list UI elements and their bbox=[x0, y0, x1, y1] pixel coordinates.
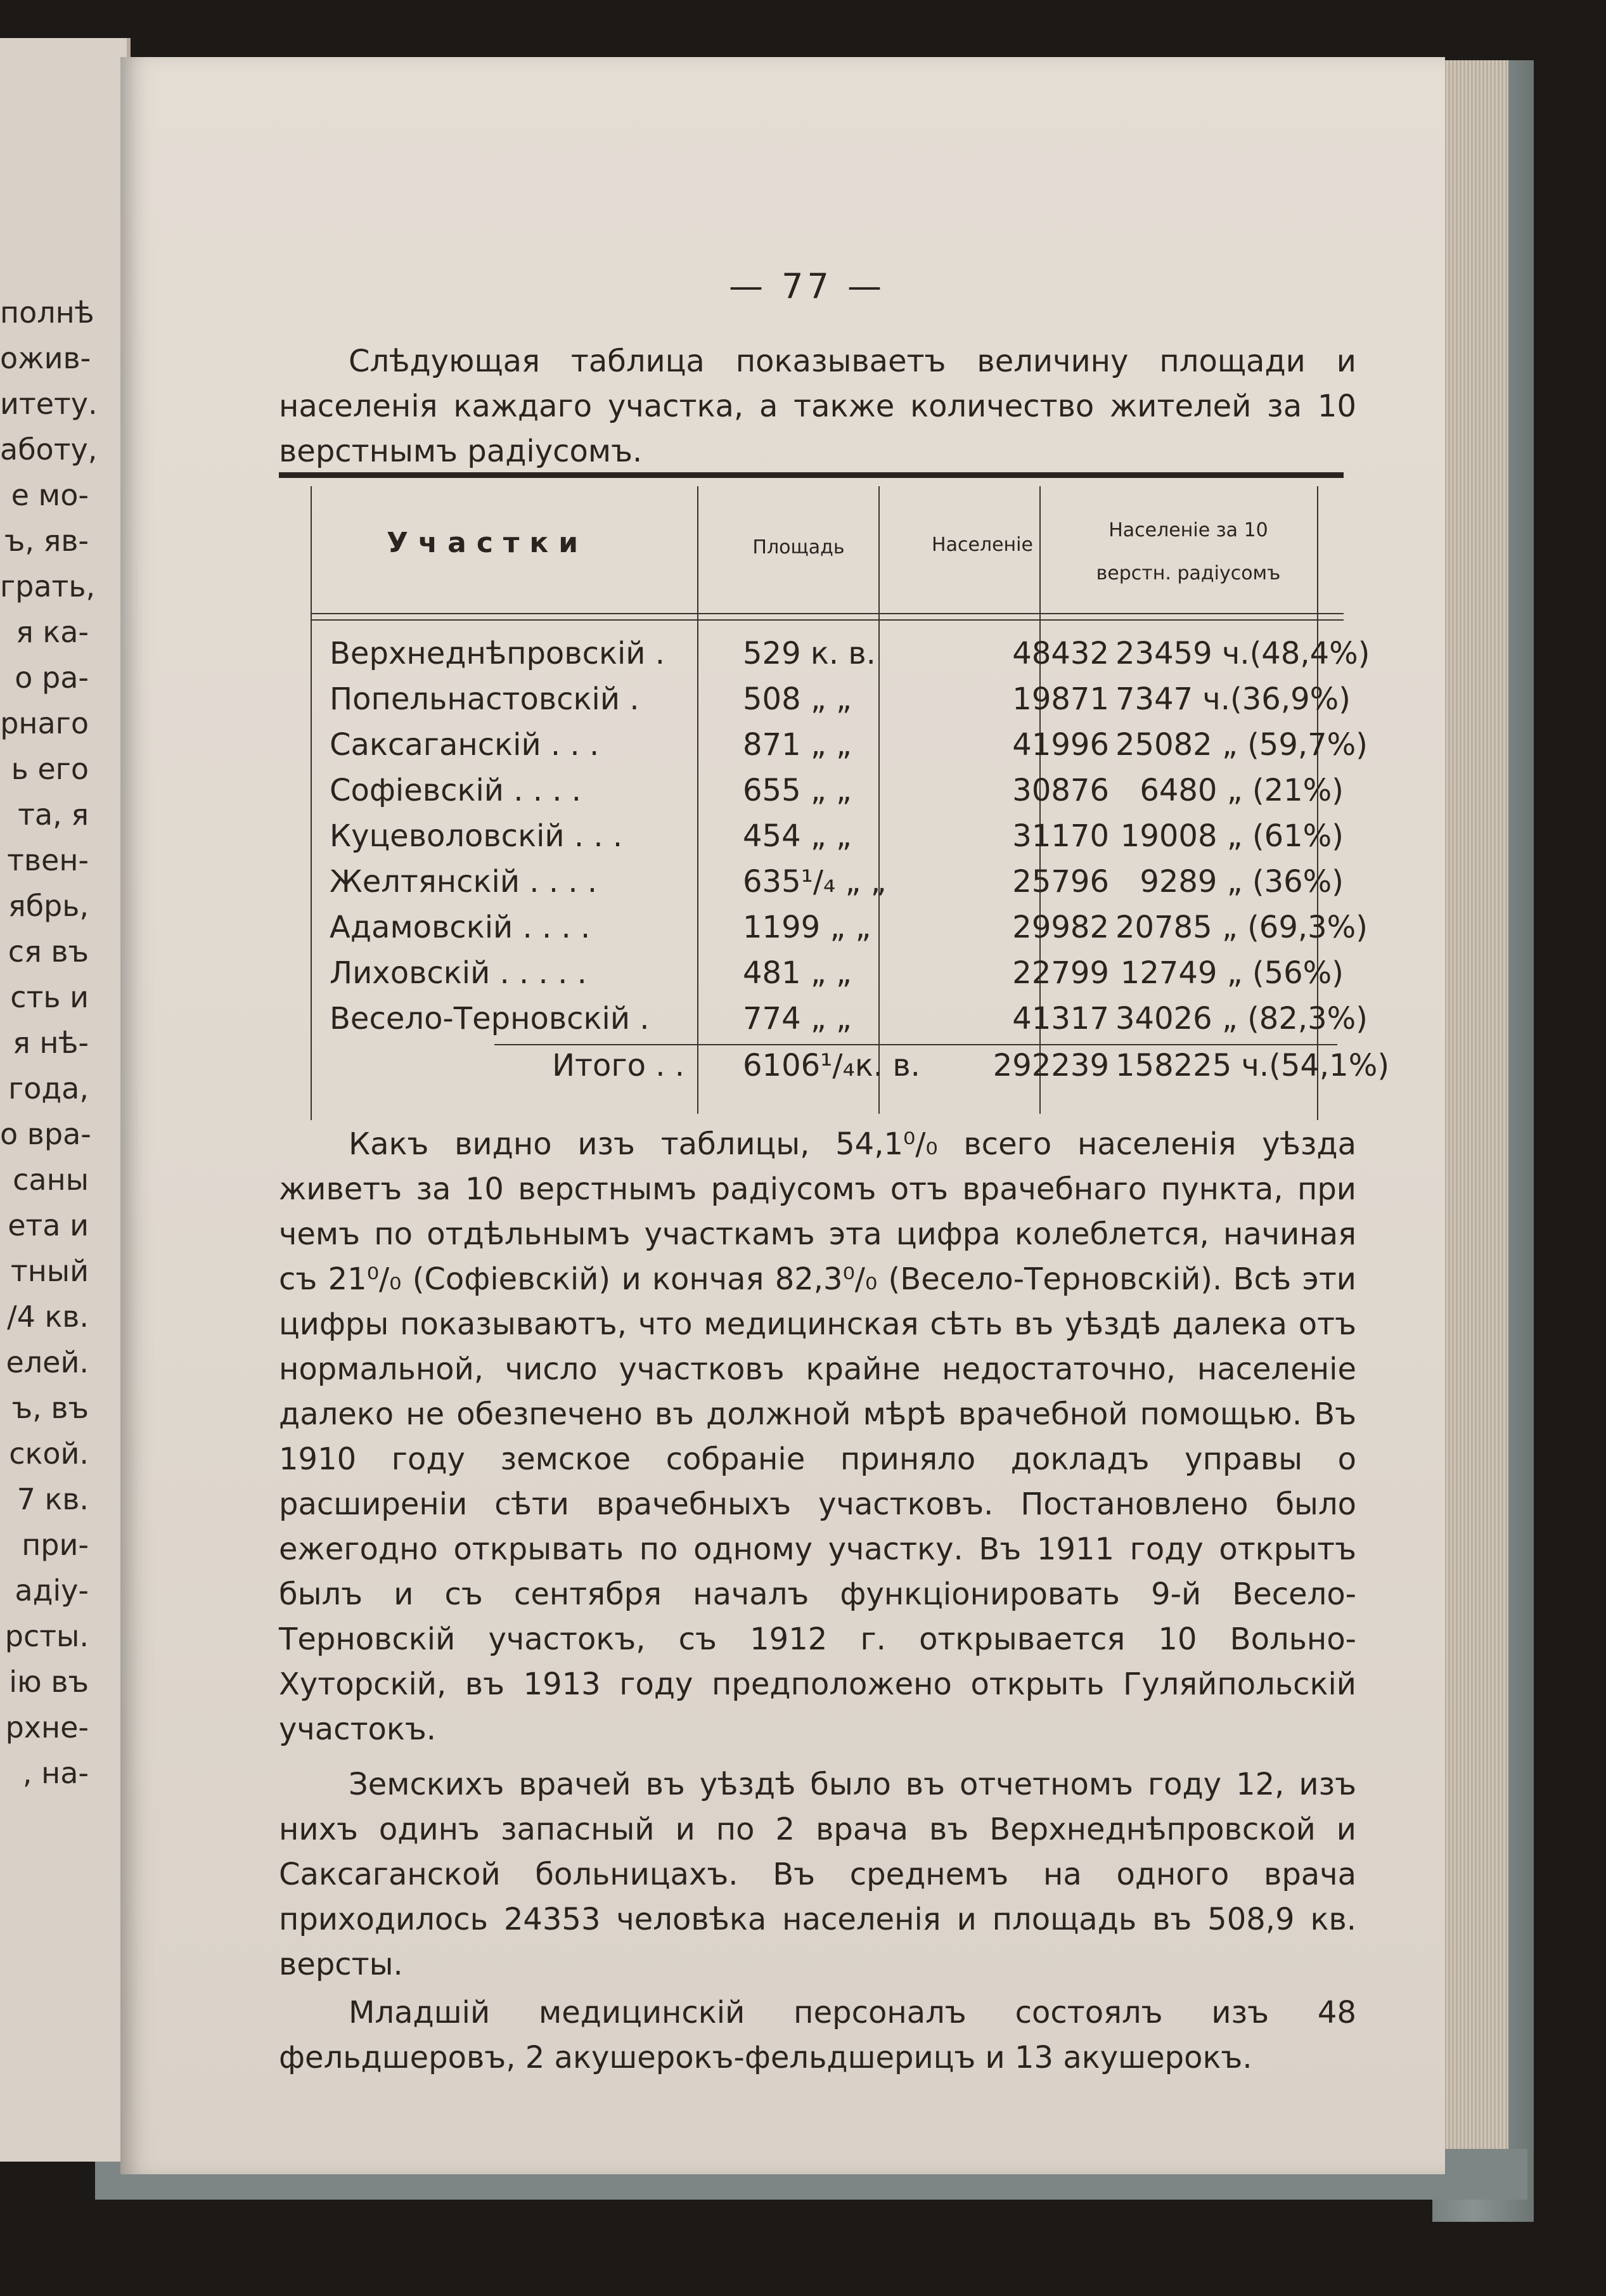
previous-page-line: 7 кв. bbox=[16, 1482, 89, 1516]
previous-page-line: ъ, яв- bbox=[4, 524, 89, 558]
total-area: 6106¹/₄к. в. bbox=[743, 1048, 920, 1083]
analysis-paragraph: Какъ видно изъ таблицы, 54,1⁰/₀ всего населенія уѣзда живетъ за 10 верстнымъ радіусомъ отъ врачебнаго пункта, при чемъ по отдѣльнымъ участкамъ эта цифра колеблется, начиная съ 21⁰/₀ (Софіевскій) и кончая 82,3⁰/₀ (Весело-Терновскій). Всѣ эти цифры показываютъ, что медицинская сѣть въ уѣздѣ далека отъ нормальной, число участковъ крайне недостаточно, населеніе далеко не обезпечено въ должной мѣрѣ врачебной помощью. Въ 1910 году земское собраніе приняло докладъ управы о расширеніи сѣти врачебныхъ участковъ. Постановлено было ежегодно открывать по одному участку. Въ 1911 году открытъ былъ и съ сентября началъ функціонировать 9-й Весело-Терновскій участокъ, съ 1912 г. открывается 10 Вольно-Хуторскій, въ 1913 году предположено открыть Гуляйпольскій участокъ. bbox=[279, 1126, 1356, 1747]
header-rule bbox=[311, 619, 1344, 621]
previous-page-line: та, я bbox=[18, 797, 89, 832]
previous-page-line: аботу, bbox=[0, 432, 98, 467]
header-rule bbox=[311, 613, 1344, 614]
district-population: 48432 bbox=[1012, 636, 1109, 671]
previous-page-line: , на- bbox=[22, 1756, 89, 1790]
total-label: Итого . . bbox=[552, 1048, 684, 1083]
district-radius: 19008 „ (61%) bbox=[1120, 818, 1344, 854]
header-districts: Участки bbox=[387, 527, 589, 559]
previous-page-line: я ка- bbox=[16, 615, 89, 649]
district-area: 529 к. в. bbox=[743, 636, 876, 671]
table-row bbox=[330, 905, 1368, 950]
header-population: Населеніе bbox=[932, 534, 1033, 556]
district-radius: 23459 ч.(48,4%) bbox=[1115, 636, 1370, 671]
header-area: Площадь bbox=[752, 536, 845, 558]
previous-page-line: твен- bbox=[7, 843, 89, 877]
district-area: 871 „ „ bbox=[743, 727, 852, 763]
previous-page-line: саны bbox=[13, 1163, 89, 1197]
district-population: 19871 bbox=[1012, 681, 1109, 717]
table-row bbox=[330, 859, 1344, 905]
previous-page-line: ябрь, bbox=[8, 889, 89, 923]
previous-page-fragment bbox=[0, 38, 131, 2162]
district-name: Адамовскій . . . . bbox=[330, 910, 591, 945]
previous-page-line: ь его bbox=[11, 752, 89, 786]
district-radius: 12749 „ (56%) bbox=[1120, 955, 1344, 991]
previous-page-line: рнаго bbox=[0, 706, 89, 740]
table-row bbox=[330, 631, 1370, 676]
doctors-paragraph: Земскихъ врачей въ уѣздѣ было въ отчетномъ году 12, изъ нихъ одинъ запасный и по 2 врача въ Верхнеднѣпровской и Саксаганской больницахъ. Въ среднемъ на одного врача приходилось 24353 человѣка населенія и площадь въ 508,9 кв. версты. bbox=[279, 1767, 1356, 1982]
table-row bbox=[330, 813, 1344, 859]
previous-page-line: ожив- bbox=[0, 341, 91, 375]
district-name: Желтянскій . . . . bbox=[330, 864, 598, 900]
intro-paragraph: Слѣдующая таблица показываетъ величину площади и населенія каждаго участка, а также количество жителей за 10 верстнымъ радіусомъ. bbox=[279, 344, 1356, 469]
district-name: Попельнастовскій . bbox=[330, 681, 639, 717]
district-area: 774 „ „ bbox=[743, 1001, 852, 1036]
previous-page-line: рсты. bbox=[4, 1619, 89, 1653]
district-area: 635¹/₄ „ „ bbox=[743, 864, 887, 900]
district-radius: 9289 „ (36%) bbox=[1140, 864, 1344, 900]
previous-page-line: елей. bbox=[6, 1345, 89, 1379]
district-name: Куцеволовскій . . . bbox=[330, 818, 623, 854]
page-edges bbox=[1439, 60, 1508, 2168]
table-total-row bbox=[330, 1043, 1390, 1088]
district-radius: 34026 „ (82,3%) bbox=[1115, 1001, 1368, 1036]
district-area: 655 „ „ bbox=[743, 773, 852, 808]
previous-page-line: полнѣ bbox=[0, 295, 94, 330]
district-population: 22799 bbox=[1012, 955, 1109, 991]
district-name: Саксаганскій . . . bbox=[330, 727, 600, 763]
previous-page-line: ъ, въ bbox=[11, 1391, 89, 1425]
previous-page-line: сть и bbox=[10, 980, 89, 1014]
staff-paragraph: Младшій медицинскій персоналъ состоялъ изъ 48 фельдшеровъ, 2 акушерокъ-фельдшерицъ и 13 акушерокъ. bbox=[279, 1995, 1356, 2075]
previous-page-line: рхне- bbox=[5, 1710, 89, 1745]
table-left-border bbox=[311, 486, 312, 1120]
previous-page-line: о ра- bbox=[15, 661, 89, 695]
previous-page-line: я нѣ- bbox=[13, 1026, 89, 1060]
previous-page-line: ета и bbox=[8, 1208, 89, 1242]
district-area: 508 „ „ bbox=[743, 681, 852, 717]
district-radius: 6480 „ (21%) bbox=[1140, 773, 1344, 808]
total-radius: 158225 ч.(54,1%) bbox=[1115, 1048, 1390, 1083]
district-name: Софіевскій . . . . bbox=[330, 773, 582, 808]
district-population: 41996 bbox=[1012, 727, 1109, 763]
districts-table bbox=[279, 472, 1390, 1119]
header-radius: Населеніе за 10 верстн. радіусомъ bbox=[1096, 519, 1281, 584]
district-radius: 25082 „ (59,7%) bbox=[1115, 727, 1368, 763]
district-name: Верхнеднѣпровскій . bbox=[330, 636, 665, 671]
district-area: 1199 „ „ bbox=[743, 910, 871, 945]
previous-page-line: года, bbox=[8, 1071, 89, 1106]
district-area: 481 „ „ bbox=[743, 955, 852, 991]
table-row bbox=[330, 950, 1344, 996]
previous-page-line: грать, bbox=[0, 569, 96, 603]
district-population: 41317 bbox=[1012, 1001, 1109, 1036]
table-row bbox=[330, 722, 1368, 768]
total-population: 292239 bbox=[993, 1048, 1109, 1083]
district-name: Весело-Терновскій . bbox=[330, 1001, 650, 1036]
previous-page-line: о вра- bbox=[0, 1117, 91, 1151]
district-population: 30876 bbox=[1012, 773, 1109, 808]
table-row bbox=[330, 676, 1351, 722]
district-population: 25796 bbox=[1012, 864, 1109, 900]
district-name: Лиховскій . . . . . bbox=[330, 955, 587, 991]
page-number: — 77 — bbox=[729, 266, 886, 306]
table-row bbox=[330, 996, 1368, 1042]
previous-page-line: ію въ bbox=[9, 1665, 89, 1699]
table-row bbox=[330, 768, 1344, 813]
previous-page-line: адіу- bbox=[15, 1573, 89, 1608]
previous-page-line: тный bbox=[10, 1254, 89, 1288]
book-page bbox=[120, 57, 1445, 2174]
district-population: 29982 bbox=[1012, 910, 1109, 945]
district-population: 31170 bbox=[1012, 818, 1109, 854]
table-top-rule bbox=[279, 472, 1344, 478]
previous-page-line: ся въ bbox=[8, 934, 89, 969]
previous-page-line: /4 кв. bbox=[7, 1300, 89, 1334]
previous-page-line: ской. bbox=[9, 1436, 89, 1471]
district-area: 454 „ „ bbox=[743, 818, 852, 854]
previous-page-line: при- bbox=[22, 1528, 89, 1562]
previous-page-line: итету. bbox=[0, 387, 98, 421]
district-radius: 20785 „ (69,3%) bbox=[1115, 910, 1368, 945]
previous-page-line: е мо- bbox=[11, 478, 89, 512]
district-radius: 7347 ч.(36,9%) bbox=[1115, 681, 1351, 717]
